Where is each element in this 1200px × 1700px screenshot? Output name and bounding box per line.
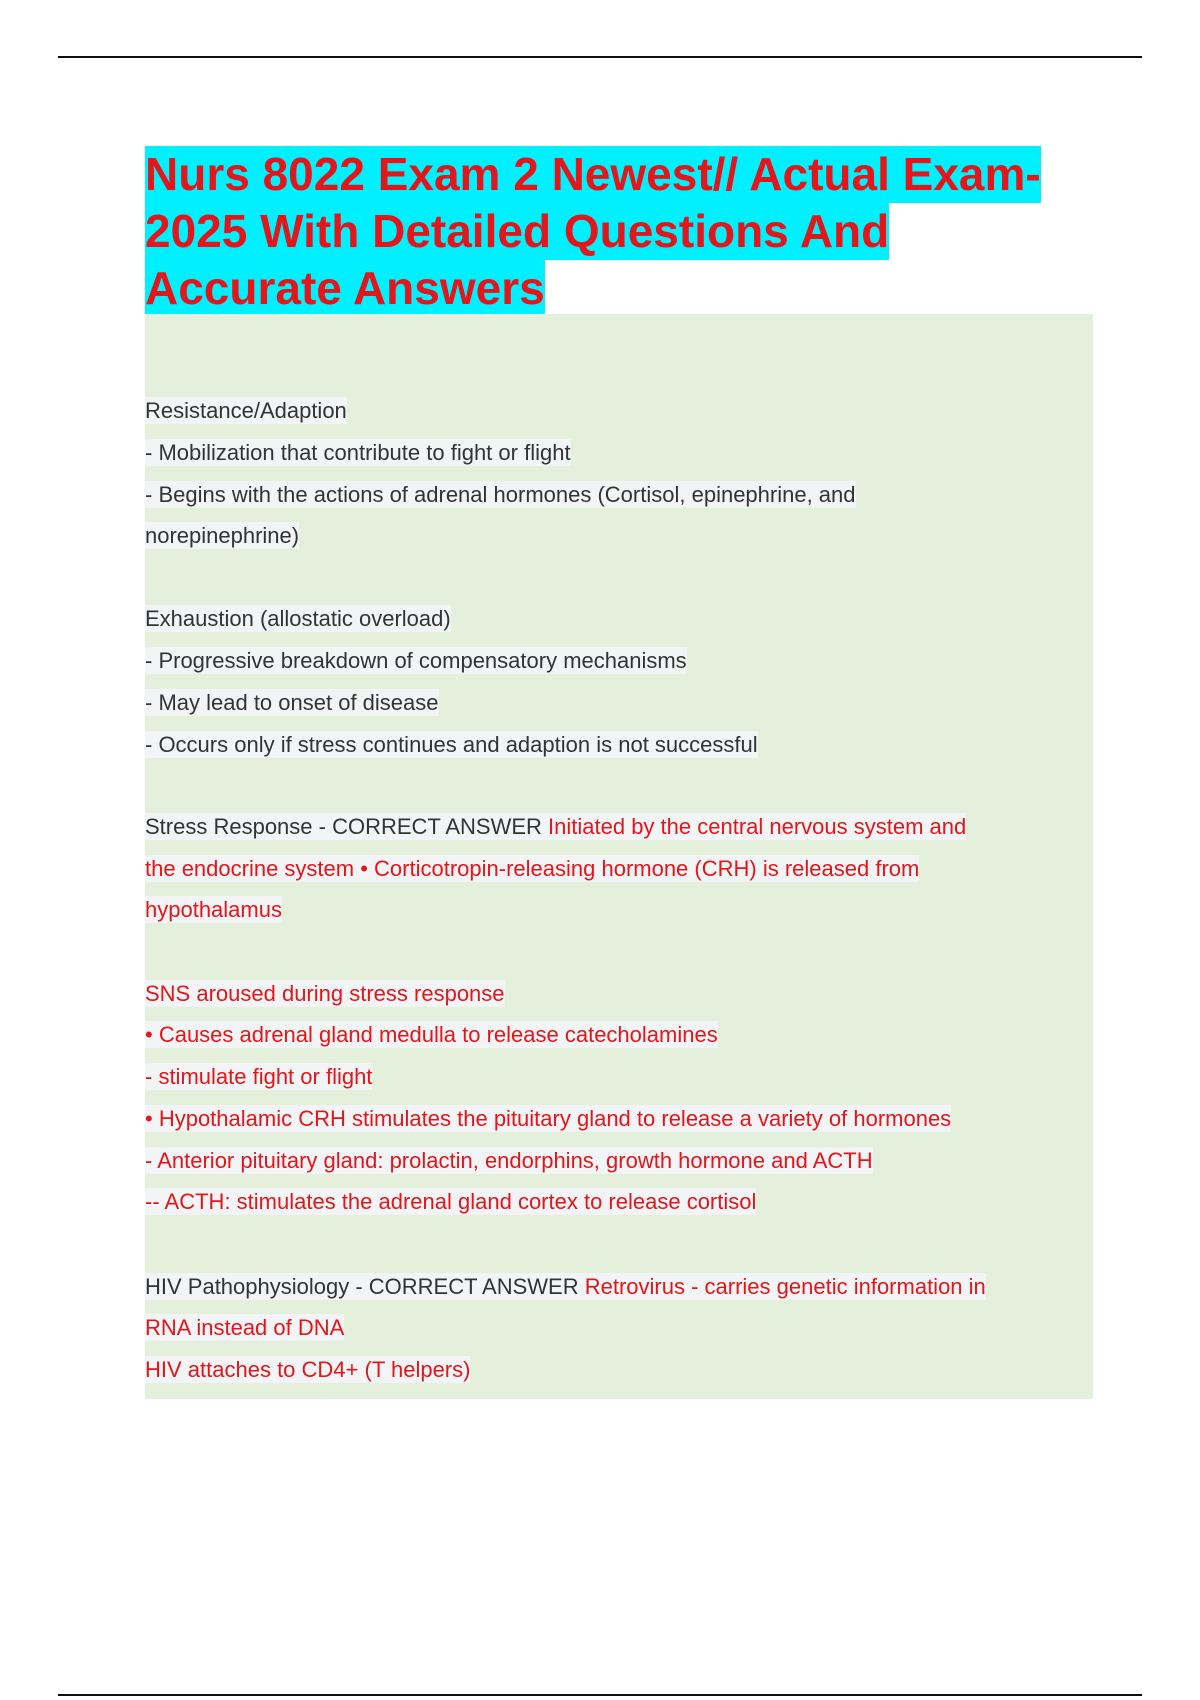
text-line <box>145 895 282 927</box>
answer-text: SNS aroused during stress response <box>145 981 505 1006</box>
text-line <box>145 396 347 428</box>
line-text: Resistance/Adaption <box>145 398 347 423</box>
line-text: norepinephrine) <box>145 523 300 548</box>
title-line-1: Nurs 8022 Exam 2 Newest// Actual Exam- <box>145 146 1041 203</box>
answer-text: RNA instead of DNA <box>145 1315 345 1340</box>
answer-text: - Anterior pituitary gland: prolactin, endorphins, growth hormone and ACTH <box>145 1148 873 1173</box>
line-text: - May lead to onset of disease <box>145 690 439 715</box>
answer-text: • Hypothalamic CRH stimulates the pituitary gland to release a variety of hormones <box>145 1106 952 1131</box>
line-text: Exhaustion (allostatic overload) <box>145 606 451 631</box>
answer-text: • Causes adrenal gland medulla to release catecholamines <box>145 1022 718 1047</box>
text-line <box>145 480 856 512</box>
text-line <box>145 521 299 553</box>
text-line <box>145 730 758 762</box>
line-text: HIV Pathophysiology - CORRECT ANSWER <box>145 1274 585 1299</box>
title-line-3: Accurate Answers <box>145 260 545 317</box>
line-text: - Progressive breakdown of compensatory mechanisms <box>145 648 687 673</box>
answer-text: hypothalamus <box>145 897 282 922</box>
text-line <box>145 1355 470 1387</box>
answer-text: -- ACTH: stimulates the adrenal gland cortex to release cortisol <box>145 1189 757 1214</box>
text-line <box>145 688 439 720</box>
text-line <box>145 438 571 470</box>
top-rule <box>58 56 1142 58</box>
text-line <box>145 646 687 678</box>
text-line <box>145 979 505 1011</box>
answer-text: - stimulate fight or flight <box>145 1064 373 1089</box>
text-line <box>145 1062 372 1094</box>
title-line-2: 2025 With Detailed Questions And <box>145 203 889 260</box>
text-line <box>145 1146 873 1178</box>
answer-text: Retrovirus - carries genetic information in <box>584 1274 986 1299</box>
text-line <box>145 1187 756 1219</box>
bottom-rule <box>58 1694 1142 1696</box>
text-line <box>145 1313 344 1345</box>
answer-text: the endocrine system • Corticotropin-releasing hormone (CRH) is released from <box>145 856 920 881</box>
line-text: Stress Response - CORRECT ANSWER <box>145 814 549 839</box>
text-line <box>145 604 451 636</box>
text-line <box>145 1272 986 1304</box>
text-line <box>145 1020 718 1052</box>
line-text: - Mobilization that contribute to fight or flight <box>145 440 571 465</box>
answer-text: Initiated by the central nervous system and <box>548 814 967 839</box>
text-line <box>145 1104 951 1136</box>
text-line <box>145 812 966 844</box>
answer-text: HIV attaches to CD4+ (T helpers) <box>145 1357 471 1382</box>
document-title <box>145 146 1095 317</box>
text-line <box>145 854 919 886</box>
line-text: - Begins with the actions of adrenal hormones (Cortisol, epinephrine, and <box>145 482 856 507</box>
line-text: - Occurs only if stress continues and adaption is not successful <box>145 732 758 757</box>
